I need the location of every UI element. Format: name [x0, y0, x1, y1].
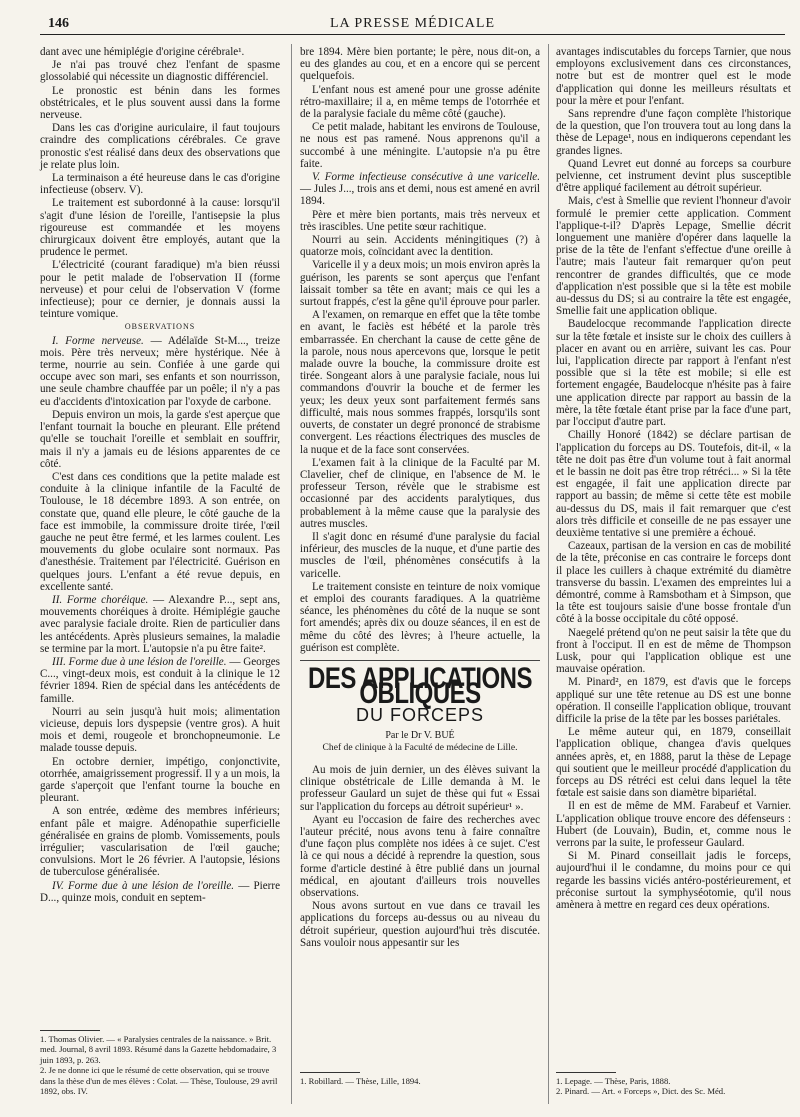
paragraph: dant avec une hémiplégie d'origine cérébrale¹.	[40, 46, 245, 58]
observation-label: II. Forme choréique.	[52, 593, 149, 606]
paragraph: Baudelocque recommande l'application directe sur la tête fœtale et insiste sur le choix des cuillers à placer en avant ou en arrière, suivant les cas. Pour lui, l'application directe par rapport à l'enfant n'est possible que si la tête est mobile; si elle est fortement engagée, Baudelocque n'hésite pas à faire une application directe par rapport au bassin de la mère, la tête fœtale étant prise par la face d'une part, par l'occiput d'autre part.	[556, 318, 791, 429]
footnotes	[556, 1072, 791, 1097]
observation-1: I. Forme nerveuse. — Adélaïde St-M..., treize mois. Père très nerveux; mère hystérique. Née à terme, nourrie au sein. Confiée à une garde qui occupe avec son mari, ses enfants et son nourrisson, une seule chambre chauffée par un poêle; il n'y a pas eu d'accidents d'intoxication par l'oxyde de carbone.	[40, 334, 280, 408]
journal-title: LA PRESSE MÉDICALE	[329, 16, 495, 31]
page-number: 146	[48, 16, 69, 31]
paragraph: Nourri au sein. Accidents méningitiques (?) à quatorze mois, coïncidant avec la dentition.	[300, 234, 540, 259]
article-author: Par le Dr V. BUÉ	[385, 729, 455, 741]
paragraph: Si M. Pinard conseillait jadis le forceps, aujourd'hui il le condamne, du moins pour ce qui regarde les bassins viciés antéro-postérieurement, et préconise surtout la symphyséotomie, qu'il nous amènera à mettre en regard ces deux opérations.	[556, 850, 791, 912]
observation-5: V. Forme infectieuse consécutive à une varicelle. — Jules J..., trois ans et demi, nous est amené en avril 1894.	[300, 171, 540, 208]
column-3	[556, 46, 791, 912]
paragraph: avantages indiscutables du forceps Tarnier, que nous employons exclusivement dans ces circonstances, notre but est de montrer quel est le mode d'application qui donne les meilleurs résultats et pour la mère et pour l'enfant.	[556, 46, 791, 107]
observation-4: IV. Forme due à une lésion de l'oreille. — Pierre D..., quinze mois, conduit en septem-	[40, 879, 280, 904]
paragraph: Nous avons surtout en vue dans ce travail les applications du forceps au-dessus ou au niveau du détroit supérieur, question aujourd'hui très discutée. Sans vouloir nous appesantir sur les	[300, 900, 540, 949]
footnote: 2. Pinard. — Art. « Forceps », Dict. des Sc. Méd.	[556, 1086, 726, 1097]
article-subtitle: DU FORCEPS	[355, 705, 484, 726]
observation-label: V. Forme infectieuse consécutive à une varicelle.	[312, 171, 540, 184]
observation-3: III. Forme due à une lésion de l'oreille. — Georges C..., vingt-deux mois, est conduit à la clinique le 12 février 1894. Rien de spécial dans les antécédents de famille.	[40, 655, 280, 705]
page-header	[40, 14, 785, 35]
paragraph: bre 1894. Mère bien portante; le père, nous dit-on, a eu des glandes au cou, et en a encore qui se percent quelquefois.	[300, 46, 540, 83]
paragraph: Naegelé prétend qu'on ne peut saisir la tête que du front à l'occiput. Il en est de même de Thompson Lusk, pour qui l'application oblique est une mauvaise opération.	[556, 626, 791, 676]
observations-heading: OBSERVATIONS	[124, 322, 196, 332]
paragraph: Depuis environ un mois, la garde s'est aperçue que l'enfant tournait la bouche en pleurant. Elle prétend qu'elle se touchait l'oreille et semblait en souffrir, mais il n'y a jamais eu de lésions apparentes de ce côté.	[40, 408, 280, 470]
footnote: 1. Thomas Olivier. — « Paralysies centrales de la naissance. » Brit. med. Journal, 8 avril 1893. Résumé dans la Gazette hebdomadaire, 3 juin 1893, p. 263.	[40, 1034, 277, 1065]
paragraph: Le même auteur qui, en 1879, conseillait l'application oblique, changea d'avis quelques années après, et, en 1888, parut la thèse de Lepage qui soutient que le meilleur procédé d'application du forceps au DS rétréci est celui dans lequel la tête fœtale est saisie dans son diamètre bipariétal.	[556, 726, 791, 800]
paragraph: En octobre dernier, impétigo, conjonctivite, otorrhée, amaigrissement progressif. Il y a un mois, la garde s'aperçoit que l'enfant tourne la bouche en pleurant.	[40, 755, 280, 805]
paragraph: Père et mère bien portants, mais très nerveux et très irascibles. Une petite sœur rachitique.	[300, 208, 540, 233]
paragraph: Ce petit malade, habitant les environs de Toulouse, ne nous est pas ramené. Nous apprenons qu'il a succombé à une méningite. L'autopsie n'a pu être faite.	[300, 121, 540, 170]
article-title-block	[300, 661, 540, 754]
paragraph: L'examen fait à la clinique de la Faculté par M. Clavelier, chef de clinique, en l'absence de M. le professeur Terson, révèle que le strabisme est occasionné par des accidents paralytiques, dus probablement à la même cause que la paralysie des autres muscles.	[300, 456, 540, 530]
article-title: DES APPLICATIONS OBLIQUES	[307, 661, 533, 711]
article-author-role: Chef de clinique à la Faculté de médecine de Lille.	[322, 741, 518, 753]
column-rule	[291, 44, 292, 1104]
paragraph: A son entrée, œdème des membres inférieurs; enfant pâle et maigre. Adénopathie superficielle généralisée en grains de plomb. Vomissements, pouls irrégulier; vascularisation de l'œil gauche; convulsions. Mort le 26 février. A l'autopsie, lésions de tuberculose généralisée.	[40, 805, 280, 879]
paragraph: Sans reprendre d'une façon complète l'historique de la question, que l'on trouvera tout au long dans la thèse de Lepage¹, nous en indiquerons cependant les grandes lignes.	[556, 108, 791, 157]
observation-label: I. Forme nerveuse.	[52, 334, 144, 347]
paragraph: Ayant eu l'occasion de faire des recherches avec l'auteur précité, nous avons tenu à faire connaître d'une façon plus complète nos idées à ce sujet. C'est là ce qui nous a décidé à reprendre la question, sous forme d'article destiné à être publié dans un journal médical, en ajoutant d'ailleurs trois nouvelles observations.	[300, 813, 540, 899]
paragraph: Au mois de juin dernier, un des élèves suivant la clinique obstétricale de Lille demanda à M. le professeur Gaulard un sujet de thèse qui fut « Essai sur l'application du forceps au détroit supérieur¹ ».	[300, 763, 540, 813]
paragraph: Dans les cas d'origine auriculaire, il faut toujours craindre des complications cérébrales. Ce grave pronostic s'est réalisé dans deux des observations que je relate plus loin.	[40, 122, 280, 171]
paragraph: Il en est de même de MM. Farabeuf et Varnier. L'application oblique trouve encore des défenseurs : Hubert (de Louvain), Budin, et, comme nous le verrons par la suite, le professeur Gaulard.	[556, 800, 791, 849]
paragraph: Le traitement est subordonné à la cause: lorsqu'il s'agit d'une lésion de l'oreille, l'antisepsie la plus rigoureuse est commandée et les moyens chirurgicaux doivent être employés, autant que la prudence le permet.	[40, 197, 280, 259]
footnotes	[300, 1072, 540, 1086]
column-1	[40, 46, 280, 905]
observation-2: II. Forme choréique. — Alexandre P..., sept ans, mouvements choréiques à droite. Hémiplégie gauche avec paralysie faciale droite. Rien de particulier dans les antécédents. Après plusieurs semaines, la maladie se termine par la mort. L'autopsie n'a pu être faite².	[40, 593, 280, 655]
paragraph: Il s'agit donc en résumé d'une paralysie du facial inférieur, des muscles de la nuque, et d'une partie des muscles de l'œil, phénomènes consécutifs à la varicelle.	[300, 530, 540, 580]
footnote: 2. Je ne donne ici que le résumé de cette observation, qui se trouve dans la thèse d'un de mes élèves : Colat. — Thèse, Toulouse, 29 avril 1892, obs. IV.	[40, 1065, 278, 1097]
paragraph: Le pronostic est bénin dans les formes obstétricales, et le plus souvent aussi dans la forme nerveuse.	[40, 84, 280, 122]
paragraph: Le traitement consiste en teinture de noix vomique et emploi des courants faradiques. A la quatrième séance, les phénomènes du côté de la nuque se sont fort amendés; après dix ou douze séances, il en est de même du côté des lèvres; à l'heure actuelle, la guérison est complète.	[300, 580, 540, 654]
paragraph: Quand Levret eut donné au forceps sa courbure pelvienne, cet instrument devint plus susceptible d'être appliqué facilement au détroit supérieur.	[556, 157, 791, 195]
column-2	[300, 46, 540, 950]
footnote: 1. Robillard. — Thèse, Lille, 1894.	[300, 1076, 421, 1086]
paragraph: M. Pinard², en 1879, est d'avis que le forceps appliqué sur une tête retenue au DS est une bonne opération. Il conseille l'application oblique, trouvant difficile la prise de la tête par les bosses pariétales.	[556, 676, 791, 725]
paragraph: A l'examen, on remarque en effet que la tête tombe en avant, le faciès est hébété et la parole très embarrassée. En cherchant la cause de cette gêne de la parole, nous nous apercevons que, lorsque le petit malade ouvre la bouche, la commissure droite est tirée. Songeant alors à une paralysie faciale, nous lui commandons d'ouvrir la bouche et de fermer les yeux; les deux yeux sont parfaitement fermés sans difficulté, mais nous sommes frappés, lorsqu'ils sont ouverts, de constater un degré prononcé de strabisme convergent. Les réactions électriques des muscles de la nuque et de la face sont conservées.	[300, 309, 540, 456]
paragraph: L'électricité (courant faradique) m'a bien réussi pour le petit malade de l'observation II (forme nerveuse) et pour celui de l'observation V (forme infectieuse); pour ce dernier, je donnais aussi la teinture vomique.	[40, 259, 280, 321]
observation-label: III. Forme due à une lésion de l'oreille.	[52, 655, 227, 668]
paragraph: C'est dans ces conditions que la petite malade est conduite à la clinique infantile de la Faculté de Toulouse, le 18 décembre 1893. A son entrée, on constate que, quand elle pleure, le côté gauche de la face est immobile, la commissure droite tirée, l'œil gauche ne peut être fermé, et les larmes coulent. Les mouvements du globe oculaire sont normaux. Pas d'anesthésie. Traitement par l'électricité. Guérison en quelques jours. L'enfant a été revue depuis, en excellente santé.	[40, 470, 280, 593]
paragraph: Je n'ai pas trouvé chez l'enfant de spasme glossolabié qui nécessite un diagnostic différenciel.	[40, 59, 280, 84]
paragraph: Varicelle il y a deux mois; un mois environ après la guérison, les parents se sont aperçus que l'enfant laissait tomber sa tête en avant; mais ce qui les a surtout frappés, c'est la gêne qu'il éprouve pour parler.	[300, 259, 540, 309]
paragraph: Chailly Honoré (1842) se déclare partisan de l'application du forceps au DS. Toutefois, dit-il, « la tête ne doit pas être d'un volume tout à fait anormal et le bassin ne doit pas être trop rétréci... » Si la tête est engagée, il fait une application directe par rapport au bassin; de même si cette tête est mobile au-dessus du DS, mais il fait remarquer que c'est alors très difficile et conseille de ne pas essayer une deuxième tentative si une première a échoué.	[556, 429, 791, 539]
footnotes	[40, 1030, 280, 1096]
paragraph: Nourri au sein jusqu'à huit mois; alimentation vicieuse, depuis lors dyspepsie (ventre gros). A huit mois et demi, rougeole et bronchopneumonie. Le malade tousse depuis.	[40, 705, 280, 755]
paragraph: L'enfant nous est amené pour une grosse adénite rétro-maxillaire; il a, en même temps de l'otorrhée et de la paralysie faciale du même côté (gauche).	[300, 83, 540, 121]
paragraph: La terminaison a été heureuse dans le cas d'origine infectieuse (observ. V).	[40, 172, 280, 197]
paragraph: Mais, c'est à Smellie que revient l'honneur d'avoir formulé le premier cette application. Comment l'applique-t-il? D'après Lepage, Smellie décrit longuement une manière d'opérer dans laquelle la prise de la tête de l'enfant s'effectue d'une oreille à l'autre; mais l'auteur fait remarquer qu'on peut rencontrer de grandes difficultés, que ce mode d'application n'est possible que si la tête est mobile au-dessus du DS; si au contraire la tête est engagée, Smellie fait une application oblique.	[556, 195, 791, 318]
observation-label: IV. Forme due à une lésion de l'oreille.	[52, 879, 235, 892]
footnote: 1. Lepage. — Thèse, Paris, 1888.	[556, 1076, 671, 1086]
paragraph: Cazeaux, partisan de la version en cas de mobilité de la tête, préconise en cas contraire le forceps dont il place les cuillers à chaque extrémité du diamètre transverse du bassin. L'examen des empreintes lui a démontré, comme à Ramsbotham et à Simpson, que la tête est toujours saisie d'une bosse frontale d'un côté à la bosse occipitale du côté opposé.	[556, 540, 791, 626]
column-rule	[548, 44, 549, 1104]
section-divider	[300, 660, 540, 661]
